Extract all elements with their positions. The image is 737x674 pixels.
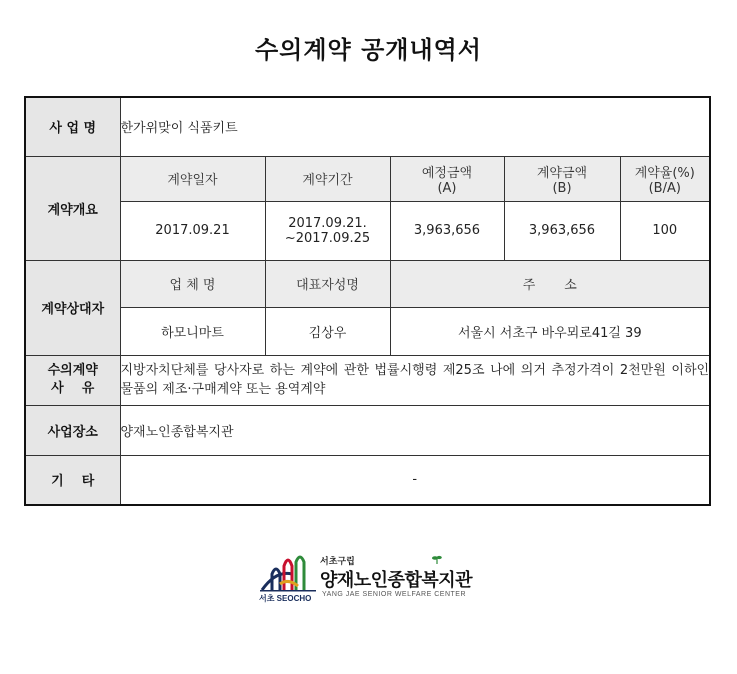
seocho-emblem-text: 서초 SEOCHO bbox=[259, 594, 312, 603]
contract-date-value: 2017.09.21 bbox=[120, 201, 265, 260]
contract-amount-header bbox=[504, 156, 620, 201]
reason-label-line2: 사 유 bbox=[51, 381, 95, 396]
logo-name: 양재노인종합복지관 bbox=[320, 570, 472, 591]
estimated-amount-value: 3,963,656 bbox=[390, 201, 504, 260]
contract-rate-value: 100 bbox=[620, 201, 710, 260]
address-value: 서울시 서초구 바우뫼로41길 39 bbox=[390, 307, 710, 355]
address-header: 주 소 bbox=[390, 260, 710, 307]
counterparty-header-row bbox=[25, 260, 710, 307]
contract-amount-header-text: 계약금액 bbox=[536, 165, 588, 181]
contract-overview-value-row bbox=[25, 201, 710, 260]
contract-amount-header-sub: (B) bbox=[552, 180, 572, 196]
reason-label bbox=[25, 355, 120, 405]
contract-amount-value: 3,963,656 bbox=[504, 201, 620, 260]
reason-text: 지방자치단체를 당사자로 하는 계약에 관한 법률시행령 제25조 나에 의거 추정가격이 2천만원 이하인 물품의 제조·구매계약 또는 용역계약 bbox=[120, 355, 710, 405]
contract-rate-header-sub: (B/A) bbox=[648, 180, 681, 196]
estimated-amount-header-sub: (A) bbox=[437, 180, 457, 196]
contract-overview-label: 계약개요 bbox=[25, 156, 120, 260]
business-name-row bbox=[25, 97, 710, 156]
contract-period-end: ~2017.09.25 bbox=[284, 230, 371, 246]
leaf-icon bbox=[432, 555, 442, 564]
counterparty-value-row bbox=[25, 307, 710, 355]
document-title: 수의계약 공개내역서 bbox=[254, 36, 482, 64]
contract-disclosure-table bbox=[24, 96, 711, 506]
contract-overview-header-row bbox=[25, 156, 710, 201]
contract-period-value bbox=[265, 201, 390, 260]
contract-rate-header bbox=[620, 156, 710, 201]
welfare-center-logo bbox=[258, 552, 488, 604]
company-header: 업 체 명 bbox=[120, 260, 265, 307]
logo-english-name: YANG JAE SENIOR WELFARE CENTER bbox=[322, 591, 467, 598]
reason-row bbox=[25, 355, 710, 405]
estimated-amount-header-text: 예정금액 bbox=[421, 165, 473, 181]
location-row bbox=[25, 405, 710, 455]
business-name-label: 사 업 명 bbox=[25, 97, 120, 156]
company-value: 하모니마트 bbox=[120, 307, 265, 355]
representative-value: 김상우 bbox=[265, 307, 390, 355]
representative-header: 대표자성명 bbox=[265, 260, 390, 307]
business-name-value: 한가위맞이 식품키트 bbox=[120, 97, 710, 156]
reason-label-line1: 수의계약 bbox=[47, 363, 98, 378]
counterparty-label: 계약상대자 bbox=[25, 260, 120, 355]
etc-row bbox=[25, 455, 710, 505]
contract-date-header: 계약일자 bbox=[120, 156, 265, 201]
etc-label: 기 타 bbox=[25, 455, 120, 505]
logo-district: 서초구립 bbox=[320, 557, 355, 567]
location-label: 사업장소 bbox=[25, 405, 120, 455]
estimated-amount-header bbox=[390, 156, 504, 201]
location-value: 양재노인종합복지관 bbox=[120, 405, 710, 455]
etc-value: - bbox=[120, 455, 710, 505]
contract-period-start: 2017.09.21. bbox=[288, 215, 367, 231]
contract-period-header: 계약기간 bbox=[265, 156, 390, 201]
contract-rate-header-text: 계약율(%) bbox=[634, 165, 695, 181]
